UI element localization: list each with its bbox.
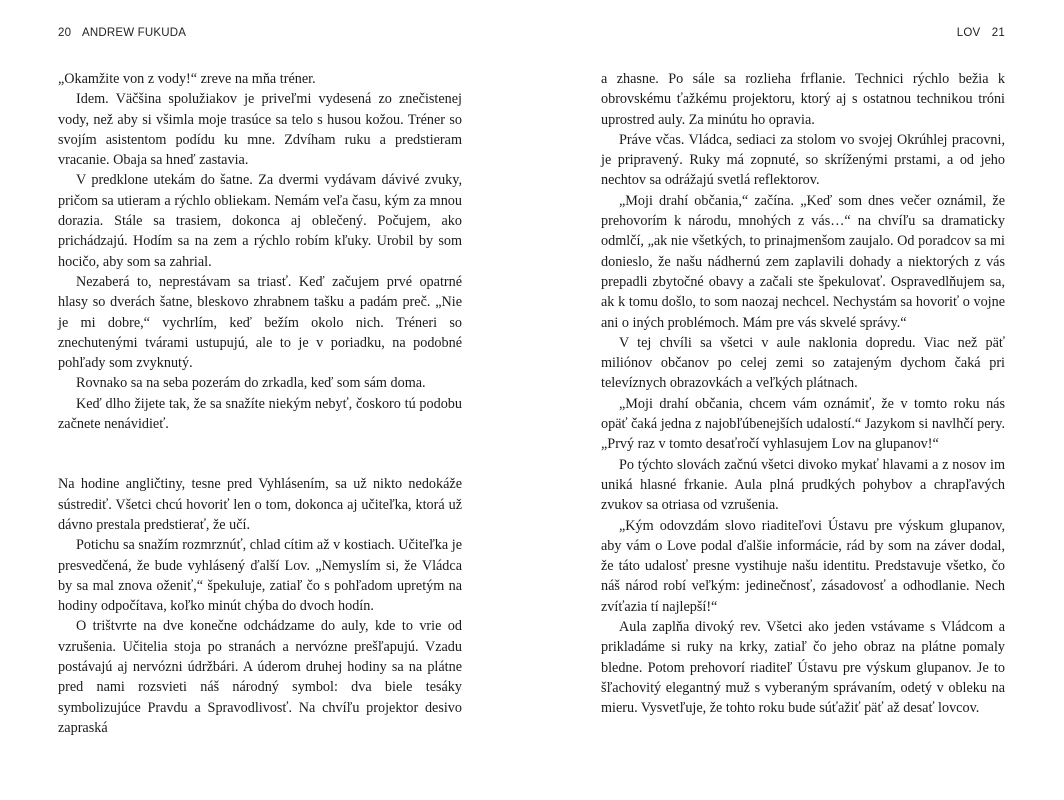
left-running-header <box>58 27 462 39</box>
left-running-head: ANDREW FUKUDA <box>81 27 187 39</box>
paragraph: Potichu sa snažím rozmrznúť, chlad cítim až v kostiach. Učiteľka je presvedčená, že bude vyhlásený ďalší Lov. „Nemyslím si, že Vládca by sa mal znova oženiť,“ špekuluje, zatiaľ čo s pohľadom upretým na hodiny odpočítava, koľko minút chýba do dvoch hodín. <box>58 537 462 615</box>
paragraph: „Moji drahí občania,“ začína. „Keď som dnes večer oznámil, že prehovorím k národu, mnohých z vás…“ na chvíľu sa dramaticky odmlčí, „ak nie všetkých, to prinajmenšom zaujalo. Od poradcov sa mi donieslo, že našu nádhernú zem zaplavili dohady a niektorých z vás prepadli zbytočné obavy a začali ste špekulovať. Ospravedlňujem sa, ak k tomu došlo, to som naozaj nechcel. Nechystám sa hovoriť o vojne ani o iných problémoch. Mám pre vás skvelé správy.“ <box>601 192 1005 331</box>
right-page-number: 21 <box>991 27 1005 39</box>
right-running-head: LOV <box>956 27 981 39</box>
section-break <box>58 434 462 474</box>
right-page <box>601 0 1005 800</box>
paragraph: Nezaberá to, neprestávam sa triasť. Keď začujem prvé opatrné hlasy so dverách šatne, bleskovo zhrabnem tašku a padám preč. „Nie je mi dobre,“ vychrlím, keď bežím okolo nich. Tréneri so znechutenými tvárami ustupujú, ale to je v poriadku, na podobné pohľady som zvyknutý. <box>58 273 462 372</box>
paragraph: Práve včas. Vládca, sediaci za stolom vo svojej Okrúhlej pracovni, je pripravený. Ruky má zopnuté, so skríženými prstami, a od jeho nechtov sa odrážajú svetlá reflektorov. <box>601 131 1005 189</box>
paragraph: a zhasne. Po sále sa rozlieha frflanie. Technici rýchlo bežia k obrovskému ťažkému projektoru, ktorý aj s ostatnou technikou tróni uprostred auly. Za minútu ho opravia. <box>601 71 1005 128</box>
paragraph: Idem. Väčšina spolužiakov je priveľmi vydesená zo znečistenej vody, než aby si všimla moje trasúce sa telo s husou kožou. Tréner so svojím asistentom podídu ku mne. Zdvíham ruku a predstieram vracanie. Obaja sa hneď zastavia. <box>58 91 462 169</box>
left-page-number: 20 <box>58 27 72 39</box>
left-page <box>58 0 462 800</box>
paragraph: V predklone utekám do šatne. Za dvermi vydávam dávivé zvuky, pričom sa utieram a rýchlo obliekam. Nemám veľa času, kým za mnou dorazia. Stále sa trasiem, dokonca aj oblečený. Počujem, ako prichádzajú. Hodím sa na zem a rýchlo robím kľuky. Urobil by som hocičo, aby som sa zahrial. <box>58 172 462 270</box>
paragraph: Aula zaplňa divoký rev. Všetci ako jeden vstávame s Vládcom a prikladáme si ruky na krky, zatiaľ čo jeho obraz na plátne pomaly bledne. Potom prehovorí riaditeľ Ústavu pre výskum glupanov. Je to šľachovitý elegantný muž s vyberaným správaním, odetý v obleku na mieru. Vysvetľuje, že tohto roku bude súťažiť päť až desať lovcov. <box>601 619 1005 717</box>
paragraph: V tej chvíli sa všetci v aule naklonia dopredu. Viac než päť miliónov občanov po celej zemi so zatajeným dychom čaká pri televíznych obrazovkách a veľkých plátnach. <box>601 334 1005 392</box>
paragraph: Po týchto slovách začnú všetci divoko mykať hlavami a z nosov im uniká hlasné frkanie. Aula plná prudkých pohybov a chrapľavých zvukov sa otriasa od vzrušenia. <box>601 456 1005 514</box>
paragraph: Na hodine angličtiny, tesne pred Vyhlásením, sa už nikto nedokáže sústrediť. Všetci chcú hovoriť len o tom, dokonca aj učiteľka, ktorá už dávno prestala predstierať, že učí. <box>58 476 462 533</box>
left-page-body <box>58 69 462 738</box>
paragraph: Rovnako sa na seba pozerám do zrkadla, keď som sám doma. <box>76 375 426 392</box>
paragraph: O trištvrte na dve konečne odchádzame do auly, kde to vrie od vzrušenia. Učitelia stoja po stranách a nervózne prešľapujú. Vzadu postávajú aj nervózni údržbári. A úderom druhej hodiny sa na plátne pred nami rozsvieti náš národný symbol: dva biele tesáky symbolizujúce Pravdu a Spravodlivosť. Na chvíľu projektor desivo zapraská <box>58 618 462 736</box>
paragraph: „Kým odovzdám slovo riaditeľovi Ústavu pre výskum glupanov, aby vám o Love podal ďalšie informácie, rád by som na záver dodal, že táto udalosť presne vystihuje našu identitu. Predstavuje všetko, čo náš národ robí veľkým: jedinečnosť, zásadovosť a odhodlanie. Nech zvíťazia tí najlepší!“ <box>601 517 1005 615</box>
right-page-body <box>601 69 1005 719</box>
right-running-header <box>601 27 1005 39</box>
paragraph: „Okamžite von z vody!“ zreve na mňa tréner. <box>58 71 316 87</box>
paragraph: „Moji drahí občania, chcem vám oznámiť, že v tomto roku nás opäť čaká jedna z najobľúbenejších udalostí.“ Jazykom si navlhčí pery. „Prvý raz v tomto desaťročí vyhlasujem Lov na glupanov!“ <box>601 395 1005 453</box>
paragraph: Keď dlho žijete tak, že sa snažíte niekým nebyť, čoskoro tú podobu začnete nenávidieť. <box>58 395 462 433</box>
